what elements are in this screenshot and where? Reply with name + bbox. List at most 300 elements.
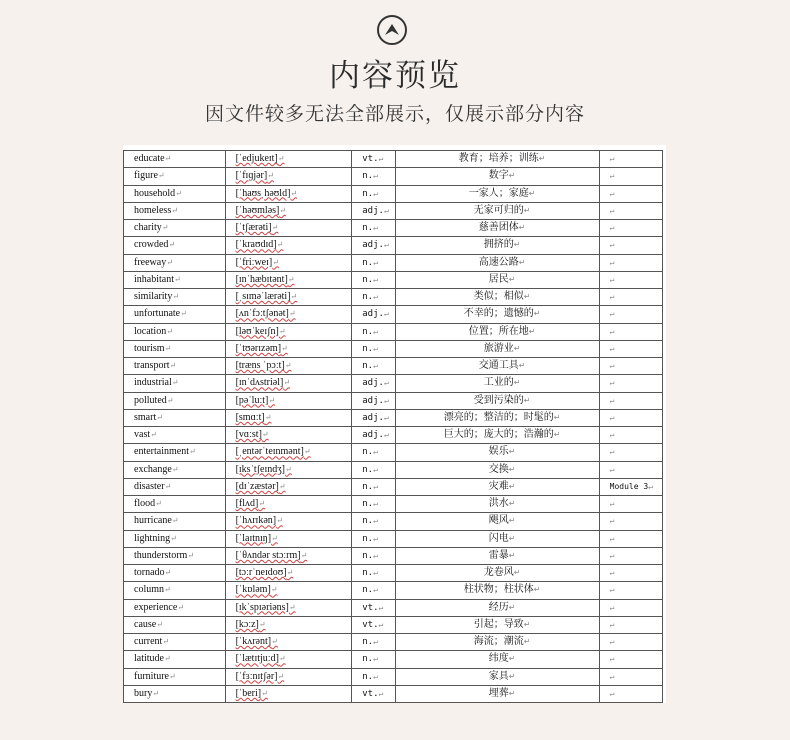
document-preview	[123, 145, 666, 703]
meaning-cell-text: 工业的	[483, 377, 514, 389]
pronunciation-cell	[225, 616, 352, 633]
pronunciation-cell-text: [ˈtʃærəti]	[235, 222, 272, 234]
paragraph-mark: ↵	[373, 585, 378, 595]
paragraph-mark: ↵	[609, 240, 615, 250]
word-cell-text: cause	[134, 618, 157, 630]
paragraph-mark: ↵	[523, 395, 531, 405]
word-cell	[124, 513, 226, 530]
part-of-speech-cell	[352, 530, 395, 547]
meaning-cell	[395, 565, 599, 582]
paragraph-mark: ↵	[508, 688, 516, 698]
paragraph-mark: ↵	[164, 481, 172, 491]
paragraph-mark: ↵	[373, 326, 378, 336]
paragraph-mark: ↵	[177, 602, 185, 612]
part-of-speech-cell-text: n.	[362, 343, 374, 354]
pronunciation-cell	[225, 237, 352, 254]
note-cell	[599, 358, 662, 375]
paragraph-mark: ↵	[383, 378, 389, 388]
table-row	[124, 530, 663, 547]
paragraph-mark: ↵	[609, 343, 615, 353]
part-of-speech-cell	[352, 685, 395, 702]
word-cell	[124, 220, 226, 237]
paragraph-mark: ↵	[523, 205, 531, 215]
meaning-cell	[395, 599, 599, 616]
note-cell	[599, 185, 662, 202]
paragraph-mark: ↵	[278, 326, 286, 336]
paragraph-mark: ↵	[373, 464, 378, 474]
table-row	[124, 565, 663, 582]
table-row	[124, 685, 663, 702]
meaning-cell	[395, 409, 599, 426]
paragraph-mark: ↵	[518, 361, 526, 371]
word-cell	[124, 461, 226, 478]
word-cell-text: unfortunate	[134, 308, 181, 320]
word-cell-text: column	[134, 584, 164, 596]
preview-header	[0, 0, 790, 145]
part-of-speech-cell	[352, 634, 395, 651]
pronunciation-cell-text: [ˈberi]	[235, 687, 262, 699]
table-row	[124, 151, 663, 168]
word-cell-text: exchange	[134, 463, 172, 475]
paragraph-mark: ↵	[278, 654, 286, 664]
meaning-cell-text: 灾难	[488, 480, 509, 492]
meaning-cell-text: 家具	[488, 670, 509, 682]
meaning-cell-text: 交通工具	[478, 360, 519, 372]
paragraph-mark: ↵	[553, 412, 561, 422]
meaning-cell-text: 受到污染的	[473, 394, 524, 406]
pronunciation-cell	[225, 599, 352, 616]
paragraph-mark: ↵	[523, 292, 531, 302]
word-cell-text: thunderstorm	[134, 549, 188, 561]
word-cell	[124, 185, 226, 202]
part-of-speech-cell-text: adj.	[362, 309, 384, 320]
paragraph-mark: ↵	[279, 205, 287, 215]
note-cell	[599, 651, 662, 668]
pronunciation-cell	[225, 358, 352, 375]
paragraph-mark: ↵	[164, 568, 172, 578]
paragraph-mark: ↵	[166, 395, 174, 405]
paragraph-mark: ↵	[538, 154, 546, 164]
part-of-speech-cell	[352, 547, 395, 564]
paragraph-mark: ↵	[277, 671, 285, 681]
part-of-speech-cell-text: n.	[362, 274, 374, 285]
word-cell-text: entertainment	[134, 446, 189, 458]
pronunciation-cell	[225, 478, 352, 495]
note-cell	[599, 599, 662, 616]
pronunciation-cell-text: [ˌentərˈteɪnmənt]	[235, 446, 304, 458]
table-row	[124, 392, 663, 409]
pronunciation-cell-text: [ˈkɒləm]	[235, 584, 271, 596]
paragraph-mark: ↵	[373, 568, 378, 578]
part-of-speech-cell-text: n.	[362, 671, 374, 682]
meaning-cell-text: 闪电	[488, 532, 509, 544]
pronunciation-cell-text: [ləʊˈkeɪʃn]	[235, 325, 279, 337]
paragraph-mark: ↵	[609, 326, 615, 336]
meaning-cell	[395, 220, 599, 237]
part-of-speech-cell	[352, 409, 395, 426]
note-cell-text: Module 3	[609, 481, 649, 491]
paragraph-mark: ↵	[609, 671, 615, 681]
table-row	[124, 616, 663, 633]
pronunciation-cell	[225, 340, 352, 357]
meaning-cell	[395, 392, 599, 409]
meaning-cell	[395, 513, 599, 530]
note-cell	[599, 392, 662, 409]
paragraph-mark: ↵	[508, 171, 516, 181]
paragraph-mark: ↵	[508, 464, 516, 474]
table-row	[124, 306, 663, 323]
word-cell	[124, 582, 226, 599]
pronunciation-cell-text: [tɔːrˈneɪdoʊ]	[235, 567, 287, 579]
note-cell	[599, 616, 662, 633]
pronunciation-cell-text: [pəˈluːt]	[235, 394, 269, 406]
note-cell	[599, 582, 662, 599]
meaning-cell-text: 旅游业	[483, 342, 514, 354]
meaning-cell	[395, 254, 599, 271]
paragraph-mark: ↵	[267, 171, 274, 181]
meaning-cell	[395, 306, 599, 323]
word-cell	[124, 616, 226, 633]
part-of-speech-cell-text: n.	[362, 568, 374, 579]
paragraph-mark: ↵	[523, 637, 531, 647]
pronunciation-cell-text: [ɪksˈtʃeɪndʒ]	[235, 463, 285, 475]
word-cell	[124, 151, 226, 168]
paragraph-mark: ↵	[378, 688, 384, 698]
paragraph-mark: ↵	[171, 378, 179, 388]
paragraph-mark: ↵	[180, 309, 187, 319]
word-cell-text: charity	[134, 222, 162, 234]
paragraph-mark: ↵	[168, 240, 176, 250]
word-cell-text: lightning	[134, 532, 171, 544]
note-cell	[599, 254, 662, 271]
meaning-cell-text: 飓风	[488, 515, 509, 527]
paragraph-mark: ↵	[383, 240, 389, 250]
pronunciation-cell-text: [træns ˈpɔːt]	[235, 360, 285, 372]
note-cell	[599, 306, 662, 323]
word-cell-text: crowded	[134, 239, 169, 251]
table-row	[124, 582, 663, 599]
pronunciation-cell-text: [ˈlaɪtnɪŋ]	[235, 532, 272, 544]
pronunciation-cell-text: [dɪˈzæstər]	[235, 480, 279, 492]
part-of-speech-cell-text: n.	[362, 447, 374, 458]
word-cell	[124, 409, 226, 426]
table-row	[124, 254, 663, 271]
paragraph-mark: ↵	[609, 447, 615, 457]
word-cell	[124, 306, 226, 323]
paragraph-mark: ↵	[373, 257, 378, 267]
pronunciation-cell-text: [ɪkˈspɪəriəns]	[235, 601, 289, 613]
paragraph-mark: ↵	[609, 154, 615, 164]
paragraph-mark: ↵	[161, 223, 169, 233]
paragraph-mark: ↵	[609, 361, 615, 371]
word-cell	[124, 392, 226, 409]
paragraph-mark: ↵	[378, 619, 384, 629]
word-cell-text: tourism	[134, 342, 165, 354]
pronunciation-cell	[225, 461, 352, 478]
table-row	[124, 323, 663, 340]
paragraph-mark: ↵	[166, 326, 173, 336]
paragraph-mark: ↵	[258, 619, 266, 629]
part-of-speech-cell-text: n.	[362, 171, 374, 182]
word-cell	[124, 547, 226, 564]
paragraph-mark: ↵	[508, 499, 516, 509]
meaning-cell-text: 纬度	[488, 653, 509, 665]
paragraph-mark: ↵	[290, 188, 298, 198]
word-cell	[124, 289, 226, 306]
paragraph-mark: ↵	[523, 619, 531, 629]
pronunciation-cell	[225, 151, 352, 168]
part-of-speech-cell-text: n.	[362, 257, 374, 268]
table-row	[124, 427, 663, 444]
paragraph-mark: ↵	[508, 447, 516, 457]
note-cell	[599, 685, 662, 702]
note-cell	[599, 668, 662, 685]
table-row	[124, 358, 663, 375]
paragraph-mark: ↵	[276, 240, 284, 250]
part-of-speech-cell	[352, 616, 395, 633]
pronunciation-cell	[225, 392, 352, 409]
meaning-cell-text: 一家人；家庭	[468, 187, 529, 199]
pronunciation-cell-text: [ˌsɪməˈlærəti]	[235, 291, 291, 303]
part-of-speech-cell	[352, 237, 395, 254]
word-cell-text: polluted	[134, 394, 167, 406]
paragraph-mark: ↵	[166, 257, 173, 267]
paragraph-mark: ↵	[164, 343, 172, 353]
part-of-speech-cell	[352, 375, 395, 392]
note-cell	[599, 271, 662, 288]
table-row	[124, 409, 663, 426]
pronunciation-cell-text: [ˈfɪɡjər]	[235, 170, 268, 182]
word-cell-text: furniture	[134, 670, 169, 682]
word-cell	[124, 478, 226, 495]
pronunciation-cell-text: [ˈfɜːnɪtʃər]	[235, 670, 278, 682]
word-cell-text: transport	[134, 360, 170, 372]
part-of-speech-cell-text: n.	[362, 326, 374, 337]
word-cell	[124, 254, 226, 271]
meaning-cell-text: 海流；潮流	[473, 636, 524, 648]
note-cell	[599, 202, 662, 219]
pronunciation-cell	[225, 254, 352, 271]
meaning-cell	[395, 185, 599, 202]
paragraph-mark: ↵	[518, 223, 526, 233]
paragraph-mark: ↵	[528, 326, 536, 336]
note-cell	[599, 496, 662, 513]
part-of-speech-cell	[352, 271, 395, 288]
pronunciation-cell	[225, 582, 352, 599]
meaning-cell	[395, 634, 599, 651]
part-of-speech-cell-text: vt.	[362, 619, 379, 630]
pronunciation-cell	[225, 530, 352, 547]
table-row	[124, 651, 663, 668]
meaning-cell-text: 数字	[488, 170, 509, 182]
paragraph-mark: ↵	[609, 464, 615, 474]
table-row	[124, 375, 663, 392]
part-of-speech-cell-text: n.	[362, 188, 374, 199]
part-of-speech-cell	[352, 582, 395, 599]
part-of-speech-cell	[352, 151, 395, 168]
pronunciation-cell	[225, 651, 352, 668]
pronunciation-cell	[225, 323, 352, 340]
meaning-cell-text: 洪水	[488, 498, 509, 510]
word-cell-text: similarity	[134, 291, 173, 303]
table-row	[124, 599, 663, 616]
chevron-up-circle-icon	[377, 15, 407, 45]
paragraph-mark: ↵	[290, 292, 298, 302]
meaning-cell-text: 慈善团体	[478, 222, 519, 234]
part-of-speech-cell	[352, 427, 395, 444]
part-of-speech-cell	[352, 392, 395, 409]
word-cell	[124, 496, 226, 513]
paragraph-mark: ↵	[281, 343, 288, 353]
note-cell	[599, 289, 662, 306]
part-of-speech-cell	[352, 668, 395, 685]
paragraph-mark: ↵	[276, 516, 283, 526]
part-of-speech-cell-text: n.	[362, 637, 374, 648]
part-of-speech-cell-text: n.	[362, 516, 374, 527]
paragraph-mark: ↵	[172, 292, 180, 302]
paragraph-mark: ↵	[162, 637, 170, 647]
part-of-speech-cell-text: adj.	[362, 240, 384, 251]
meaning-cell	[395, 202, 599, 219]
pronunciation-cell-text: [ˈkʌrənt]	[235, 636, 272, 648]
table-row	[124, 444, 663, 461]
word-cell-text: tornado	[134, 567, 165, 579]
part-of-speech-cell	[352, 340, 395, 357]
paragraph-mark: ↵	[609, 533, 615, 543]
meaning-cell-text: 拥挤的	[483, 239, 514, 251]
paragraph-mark: ↵	[508, 602, 516, 612]
pronunciation-cell-text: [ˈhʌrɪkən]	[235, 515, 277, 527]
paragraph-mark: ↵	[169, 361, 177, 371]
paragraph-mark: ↵	[378, 602, 384, 612]
pronunciation-cell-text: [ˈkraʊdɪd]	[235, 239, 277, 251]
part-of-speech-cell-text: n.	[362, 499, 374, 510]
pronunciation-cell	[225, 168, 352, 185]
word-cell-text: inhabitant	[134, 273, 174, 285]
paragraph-mark: ↵	[373, 188, 378, 198]
part-of-speech-cell	[352, 513, 395, 530]
meaning-cell	[395, 427, 599, 444]
paragraph-mark: ↵	[284, 361, 292, 371]
pronunciation-cell-text: [ˈfriːweɪ]	[235, 256, 273, 268]
paragraph-mark: ↵	[373, 481, 378, 491]
table-row	[124, 634, 663, 651]
pronunciation-cell-text: [ˈtʊərɪzəm]	[235, 342, 282, 354]
paragraph-mark: ↵	[170, 533, 177, 543]
paragraph-mark: ↵	[508, 516, 516, 526]
paragraph-mark: ↵	[609, 412, 615, 422]
meaning-cell-text: 位置；所在地	[468, 325, 529, 337]
part-of-speech-cell-text: n.	[362, 654, 374, 665]
pronunciation-cell-text: [ɪnˈhæbɪtənt]	[235, 273, 288, 285]
word-cell-text: location	[134, 325, 167, 337]
meaning-cell	[395, 651, 599, 668]
word-cell	[124, 427, 226, 444]
part-of-speech-cell-text: n.	[362, 550, 374, 561]
paragraph-mark: ↵	[513, 343, 521, 353]
meaning-cell	[395, 271, 599, 288]
paragraph-mark: ↵	[278, 481, 286, 491]
part-of-speech-cell	[352, 289, 395, 306]
part-of-speech-cell	[352, 565, 395, 582]
word-cell-text: figure	[134, 170, 158, 182]
paragraph-mark: ↵	[164, 585, 171, 595]
pronunciation-cell	[225, 634, 352, 651]
pronunciation-cell	[225, 547, 352, 564]
note-cell	[599, 375, 662, 392]
word-cell-text: educate	[134, 153, 165, 165]
part-of-speech-cell	[352, 220, 395, 237]
meaning-cell	[395, 668, 599, 685]
paragraph-mark: ↵	[268, 395, 276, 405]
paragraph-mark: ↵	[373, 671, 378, 681]
paragraph-mark: ↵	[609, 568, 615, 578]
part-of-speech-cell	[352, 444, 395, 461]
part-of-speech-cell	[352, 168, 395, 185]
meaning-cell-text: 巨大的；庞大的；浩瀚的	[443, 429, 554, 441]
paragraph-mark: ↵	[171, 516, 179, 526]
meaning-cell	[395, 237, 599, 254]
meaning-cell-text: 漂亮的；整洁的；时髦的	[443, 411, 554, 423]
table-row	[124, 547, 663, 564]
paragraph-mark: ↵	[271, 533, 278, 543]
part-of-speech-cell-text: vt.	[362, 688, 379, 699]
paragraph-mark: ↵	[373, 447, 378, 457]
paragraph-mark: ↵	[271, 223, 279, 233]
table-row	[124, 289, 663, 306]
table-row	[124, 668, 663, 685]
part-of-speech-cell-text: vt.	[362, 154, 379, 165]
note-cell	[599, 220, 662, 237]
meaning-cell-text: 柱状物；柱状体	[463, 584, 534, 596]
word-cell	[124, 444, 226, 461]
paragraph-mark: ↵	[373, 171, 378, 181]
paragraph-mark: ↵	[303, 447, 311, 457]
paragraph-mark: ↵	[609, 274, 615, 284]
meaning-cell	[395, 289, 599, 306]
table-row	[124, 237, 663, 254]
note-cell	[599, 151, 662, 168]
meaning-cell	[395, 461, 599, 478]
meaning-cell-text: 龙卷风	[483, 567, 514, 579]
word-cell	[124, 565, 226, 582]
pronunciation-cell	[225, 271, 352, 288]
paragraph-mark: ↵	[175, 188, 182, 198]
pronunciation-cell-text: [vɑːst]	[235, 429, 262, 441]
meaning-cell	[395, 323, 599, 340]
paragraph-mark: ↵	[271, 637, 278, 647]
paragraph-mark: ↵	[188, 447, 196, 457]
paragraph-mark: ↵	[261, 430, 269, 440]
part-of-speech-cell	[352, 461, 395, 478]
word-cell	[124, 685, 226, 702]
paragraph-mark: ↵	[383, 309, 389, 319]
vocabulary-table	[123, 150, 663, 703]
pronunciation-cell-text: [ˈedjukeɪt]	[235, 153, 278, 165]
paragraph-mark: ↵	[286, 568, 294, 578]
paragraph-mark: ↵	[174, 274, 181, 284]
paragraph-mark: ↵	[609, 688, 615, 698]
meaning-cell	[395, 444, 599, 461]
pronunciation-cell	[225, 202, 352, 219]
paragraph-mark: ↵	[373, 654, 378, 664]
note-cell	[599, 168, 662, 185]
table-row	[124, 513, 663, 530]
paragraph-mark: ↵	[383, 205, 389, 215]
meaning-cell	[395, 685, 599, 702]
paragraph-mark: ↵	[283, 378, 291, 388]
pronunciation-cell-text: [ˈlætɪtjuːd]	[235, 653, 279, 665]
